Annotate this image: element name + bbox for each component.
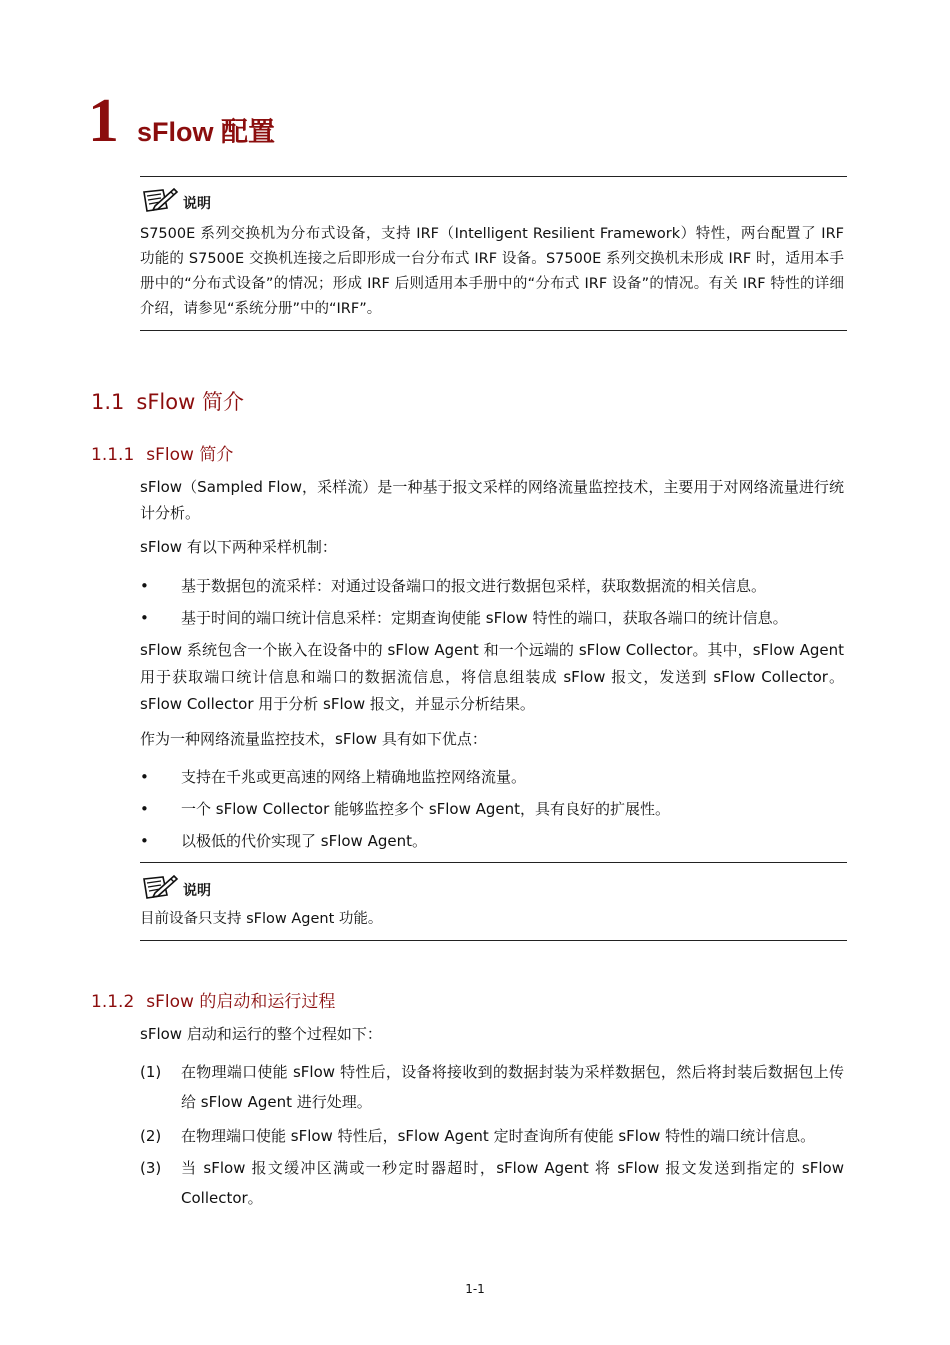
step-number: (3) [140, 1159, 162, 1177]
numbered-step [140, 1121, 844, 1151]
paragraph: sFlow（Sampled Flow，采样流）是一种基于报文采样的网络流量监控技术，主要用于对网络流量进行统计分析。 [140, 478, 844, 522]
numbered-step [140, 1153, 844, 1213]
section-number: 1.1.1 [91, 445, 135, 465]
list-item [140, 764, 844, 790]
note-bottom-rule [140, 940, 847, 941]
bullet-glyph: • [140, 577, 149, 595]
section-number: 1.1.2 [91, 992, 135, 1012]
step-text: 在物理端口使能 sFlow 特性后，设备将接收到的数据封装为采样数据包，然后将封装后数据包上传给 sFlow Agent 进行处理。 [181, 1063, 844, 1111]
chapter-title [88, 87, 276, 155]
list-item-text: 基于数据包的流采样：对通过设备端口的报文进行数据包采样，获取数据流的相关信息。 [181, 577, 767, 595]
note-pencil-icon [141, 873, 179, 901]
section-number: 1.1 [91, 390, 125, 414]
section-heading-1-1-1 [91, 440, 233, 465]
note-label: 说明 [183, 196, 211, 212]
note-text: 目前设备只支持 sFlow Agent 功能。 [140, 911, 383, 927]
note-pencil-icon [141, 186, 179, 214]
step-text: 在物理端口使能 sFlow 特性后，sFlow Agent 定时查询所有使能 sFlow 特性的端口统计信息。 [181, 1127, 816, 1145]
step-number: (1) [140, 1063, 162, 1081]
paragraph: sFlow 有以下两种采样机制： [140, 538, 337, 556]
note-text: S7500E 系列交换机为分布式设备，支持 IRF（Intelligent Resilient Framework）特性，两台配置了 IRF 功能的 S7500E 交换机连接之后即形成一台分布式 IRF 设备。S7500E 系列交换机未形成 IRF 时，适用本手册中的“分布式设备”的情况；形成 IRF 后则适用本手册中的“分布式 IRF 设备”的情况。有关 IRF 特性的详细介绍，请参见“系统分册”中的“IRF”。 [140, 226, 844, 317]
paragraph: 作为一种网络流量监控技术，sFlow 具有如下优点： [140, 730, 487, 748]
paragraph: sFlow 系统包含一个嵌入在设备中的 sFlow Agent 和一个远端的 sFlow Collector。其中，sFlow Agent 用于获取端口统计信息和端口的数据流信息，将信息组装成 sFlow 报文，发送到 sFlow Collector。sFlow Collector 用于分析 sFlow 报文，并显示分析结果。 [140, 641, 844, 713]
list-item [140, 796, 844, 822]
list-item [140, 605, 844, 631]
list-item-text: 一个 sFlow Collector 能够监控多个 sFlow Agent，具有良好的扩展性。 [181, 800, 671, 818]
note-header [141, 873, 211, 901]
chapter-title-text: sFlow 配置 [137, 117, 276, 147]
list-item [140, 573, 844, 599]
section-title: sFlow 简介 [146, 445, 234, 465]
chapter-number: 1 [88, 87, 119, 155]
list-item-text: 支持在千兆或更高速的网络上精确地监控网络流量。 [181, 768, 527, 786]
bullet-glyph: • [140, 768, 149, 786]
list-item-text: 以极低的代价实现了 sFlow Agent。 [181, 832, 427, 850]
list-item-text: 基于时间的端口统计信息采样：定期查询使能 sFlow 特性的端口，获取各端口的统计信息。 [181, 609, 788, 627]
step-number: (2) [140, 1127, 162, 1145]
page-number: 1-1 [465, 1282, 485, 1296]
note-top-rule [140, 862, 847, 863]
list-item [140, 828, 844, 854]
numbered-step [140, 1057, 844, 1117]
section-title: sFlow 简介 [136, 390, 244, 414]
section-heading-1-1-2 [91, 987, 335, 1012]
bullet-glyph: • [140, 800, 149, 818]
step-text: 当 sFlow 报文缓冲区满或一秒定时器超时，sFlow Agent 将 sFlow 报文发送到指定的 sFlow Collector。 [181, 1159, 844, 1207]
bullet-glyph: • [140, 609, 149, 627]
note-top-rule [140, 176, 847, 177]
paragraph: sFlow 启动和运行的整个过程如下： [140, 1025, 382, 1043]
section-heading-1-1 [91, 386, 244, 416]
note-bottom-rule [140, 330, 847, 331]
note-label: 说明 [183, 883, 211, 899]
bullet-glyph: • [140, 832, 149, 850]
section-title: sFlow 的启动和运行过程 [146, 992, 336, 1012]
note-header [141, 186, 211, 214]
